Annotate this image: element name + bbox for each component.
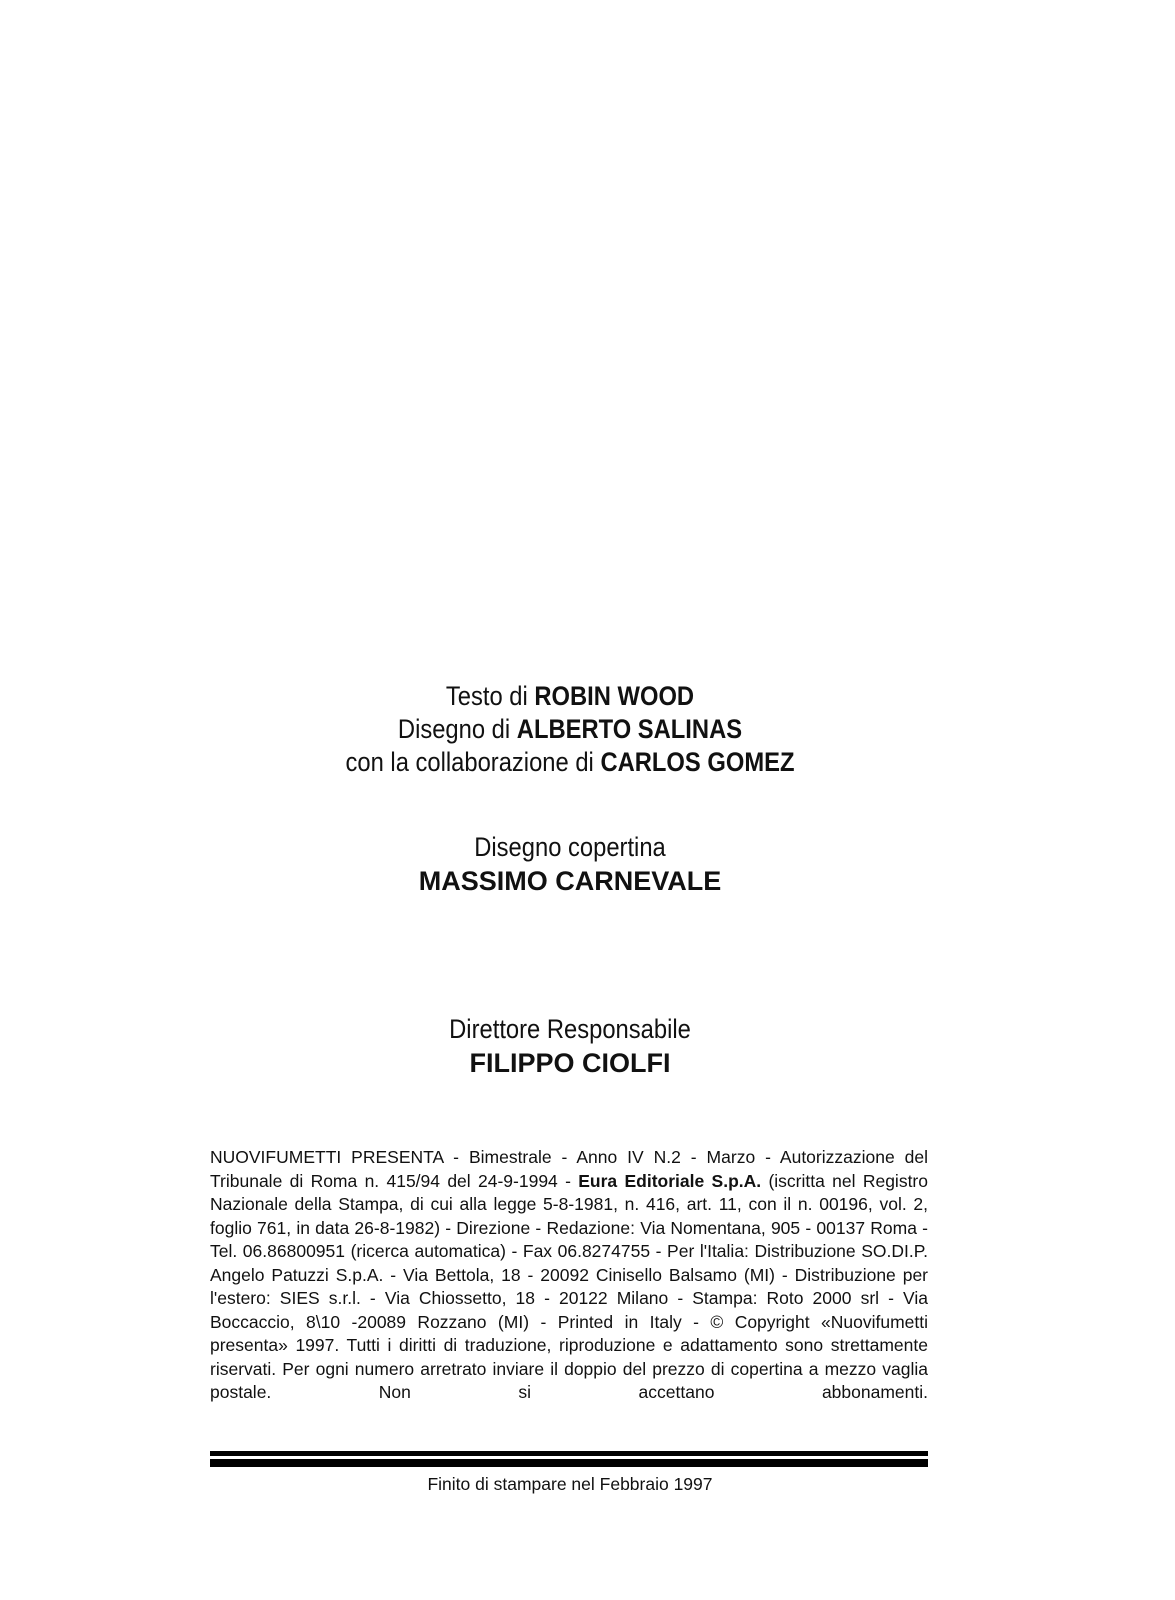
- drawing-credit-line: [244, 713, 895, 746]
- divider-rule-thin: [210, 1451, 928, 1456]
- collab-credit-label: con la collaborazione di: [345, 747, 594, 777]
- imprint-text-part2: (iscritta nel Registro Nazionale della Stampa, di cui alla legge 5-8-1981, n. 416, art. 11, con il n. 00196, vol. 2, foglio 761, in data 26-8-1982) - Direzione - Redazione: Via Nomentana, 905 - 00137 Roma - Tel. 06.86800951 (ricerca automatica) - Fax 06.8274755 - Per l'Italia: Distribuzione SO.DI.P. Angelo Patuzzi S.p.A. - Via Bettola, 18 - 20092 Cinisello Balsamo (MI) - Distribuzione per l'estero: SIES s.r.l. - Via Chiossetto, 18 - 20122 Milano - Stampa: Roto 2000 srl - Via Boccaccio, 8\10 -20089 Rozzano (MI) - Printed in Italy - © Copyright «Nuovifumetti presenta» 1997. Tutti i diritti di traduzione, riproduzione e adattamento sono strettamente riservati. Per ogni numero arretrato inviare il doppio del prezzo di copertina a mezzo vaglia postale. Non si accettano abbonamenti.: [210, 1170, 928, 1402]
- text-author-name: ROBIN WOOD: [534, 681, 695, 711]
- director-label: Direttore Responsabile: [449, 1014, 691, 1044]
- imprint-text-part1: NUOVIFUMETTI PRESENTA - Bimestrale - Anno IV N.2 - Marzo - Autorizzazione del Tribunale di Roma n. 415/94 del 24-9-1994 -: [210, 1147, 928, 1191]
- author-credits: [200, 680, 940, 779]
- cover-credit-label: Disegno copertina: [474, 832, 666, 862]
- director-name: FILIPPO CIOLFI: [469, 1048, 671, 1078]
- cover-credit: [200, 830, 940, 898]
- drawing-credit-label: Disegno di: [397, 714, 511, 744]
- director-credit: [200, 1012, 940, 1080]
- imprint-publisher: Eura Editoriale S.p.A.: [578, 1170, 762, 1191]
- cover-artist-name: MASSIMO CARNEVALE: [418, 866, 722, 896]
- collab-credit-line: [244, 746, 895, 779]
- divider-rule-thick: [210, 1459, 928, 1467]
- imprint-paragraph: [210, 1146, 928, 1405]
- drawing-author-name: ALBERTO SALINAS: [516, 714, 743, 744]
- text-credit-label: Testo di: [445, 681, 528, 711]
- printing-date: Finito di stampare nel Febbraio 1997: [427, 1474, 713, 1494]
- collab-author-name: CARLOS GOMEZ: [600, 747, 795, 777]
- text-credit-line: [244, 680, 895, 713]
